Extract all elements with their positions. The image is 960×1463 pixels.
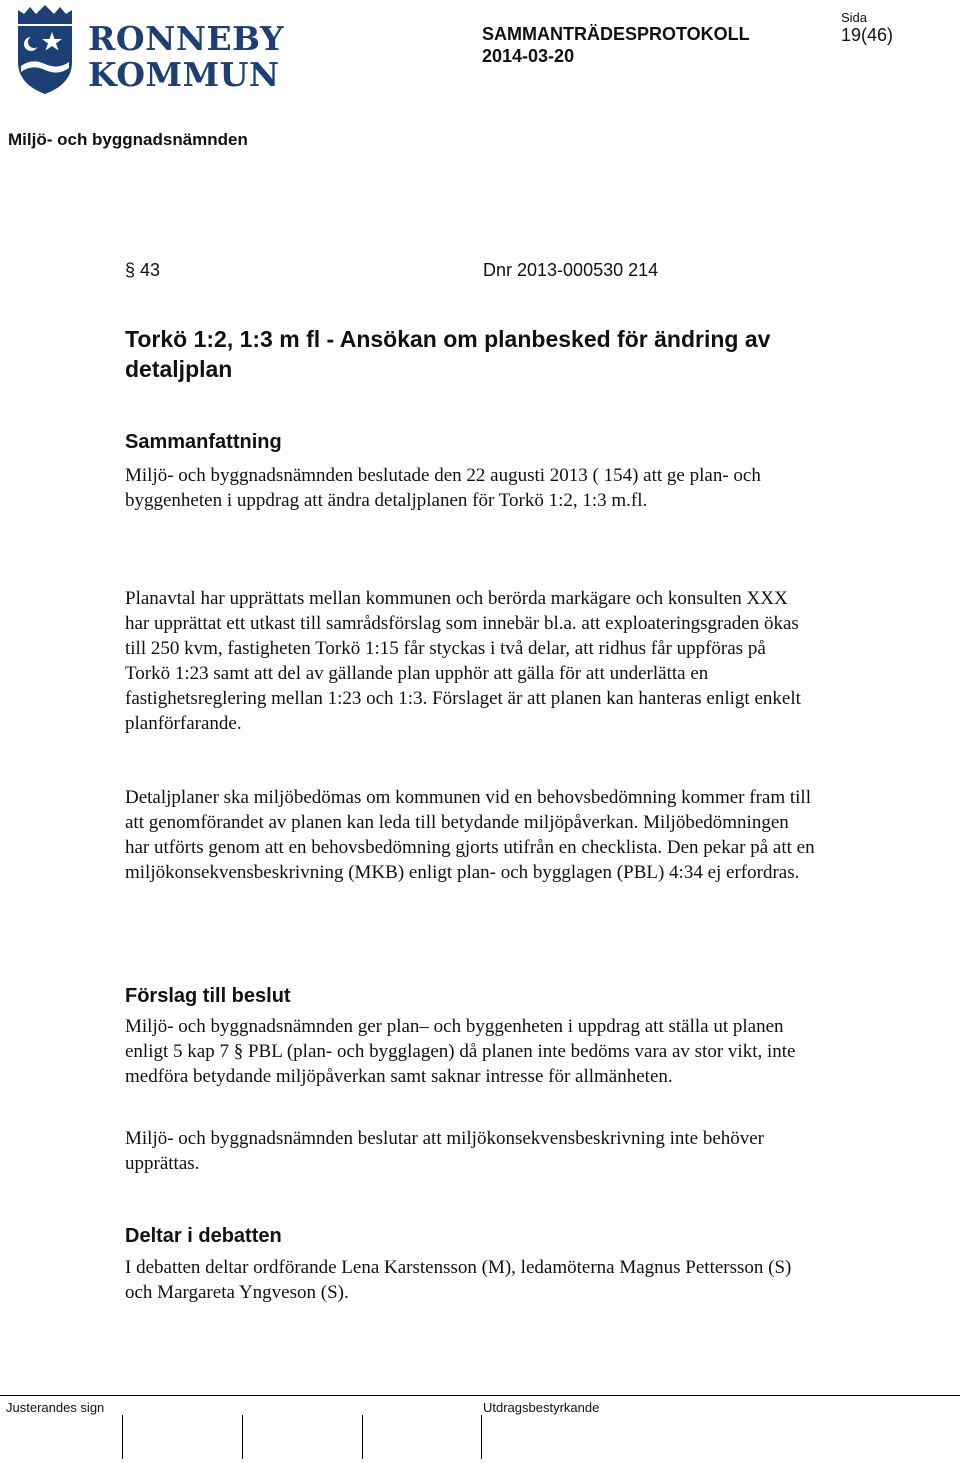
municipality-logo [12, 4, 285, 96]
summary-heading: Sammanfattning [125, 431, 282, 453]
coat-of-arms-icon [12, 4, 78, 96]
footer-utdragsbestyrkande: Utdragsbestyrkande [483, 1400, 600, 1415]
debate-paragraph: I debatten deltar ordförande Lena Karstensson (M), ledamöterna Magnus Pettersson (S) och Margareta Yngveson (S). [125, 1257, 792, 1303]
paragraph-reference [125, 260, 160, 281]
footer-justerandes-sign: Justerandes sign [6, 1400, 105, 1415]
document-type: SAMMANTRÄDESPROTOKOLL [482, 24, 750, 44]
proposal-paragraph-1: Miljö- och byggnadsnämnden ger plan– och byggenheten i uppdrag att ställa ut planen enligt 5 kap 7 § PBL (plan- och bygglagen) då planen inte bedöms vara av stor vikt, inte medföra betydande miljöpåverkan samt saknar intresse för allmänheten. [125, 1016, 796, 1087]
footer-divider [0, 1395, 960, 1396]
logo-text-line1: RONNEBY [88, 19, 285, 58]
debate-heading: Deltar i debatten [125, 1225, 282, 1247]
summary-paragraph-3: Detaljplaner ska miljöbedömas om kommunen vid en behovsbedömning kommer fram till att genomförandet av planen kan leda till betydande miljöpåverkan. Miljöbedömningen har utförts genom att en behovsbedömning gjorts utifrån en checklista. Den pekar på att en miljökonsekvensbeskrivning (MKB) enligt plan- och bygglagen (PBL) 4:34 ej erfordras. [125, 787, 815, 883]
summary-paragraph-2: Planavtal har upprättats mellan kommunen och berörda markägare och konsulten XXX har upprättat ett utkast till samrådsförslag som innebär bl.a. att exploateringsgraden ökas till 250 kvm, fastigheten Torkö 1:15 får styckas i två delar, att ridhus får uppföras på Torkö 1:23 samt att del av gällande plan upphör att gälla för att underlätta en fastighetsreglering mellan 1:23 och 1:3. Förslaget är att planen kan hanteras enligt enkelt planförfarande. [125, 588, 801, 734]
proposal-paragraph-2: Miljö- och byggnadsnämnden beslutar att miljökonsekvensbeskrivning inte behöver upprättas. [125, 1128, 765, 1174]
summary-paragraph-1: Miljö- och byggnadsnämnden beslutade den 22 augusti 2013 ( 154) att ge plan- och byggenheten i uppdrag att ändra detaljplanen för Torkö 1:2, 1:3 m.fl. [125, 465, 761, 511]
committee-name: Miljö- och byggnadsnämnden [8, 130, 248, 149]
meeting-date: 2014-03-20 [482, 46, 575, 66]
paragraph-number: 43 [140, 260, 161, 280]
page-number: 19(46) [841, 25, 894, 45]
signature-box-divider [122, 1415, 123, 1459]
signature-box-divider [481, 1415, 482, 1459]
paragraph-symbol: § [125, 260, 136, 280]
logo-text-line2: KOMMUN [88, 55, 280, 94]
signature-footer [0, 1395, 960, 1463]
signature-box-divider [362, 1415, 363, 1459]
case-number: Dnr 2013-000530 214 [483, 260, 659, 280]
page-label: Sida [841, 10, 868, 25]
proposal-heading: Förslag till beslut [125, 985, 291, 1007]
page-title: Torkö 1:2, 1:3 m fl - Ansökan om planbesked för ändring av detaljplan [125, 326, 771, 382]
signature-box-divider [242, 1415, 243, 1459]
